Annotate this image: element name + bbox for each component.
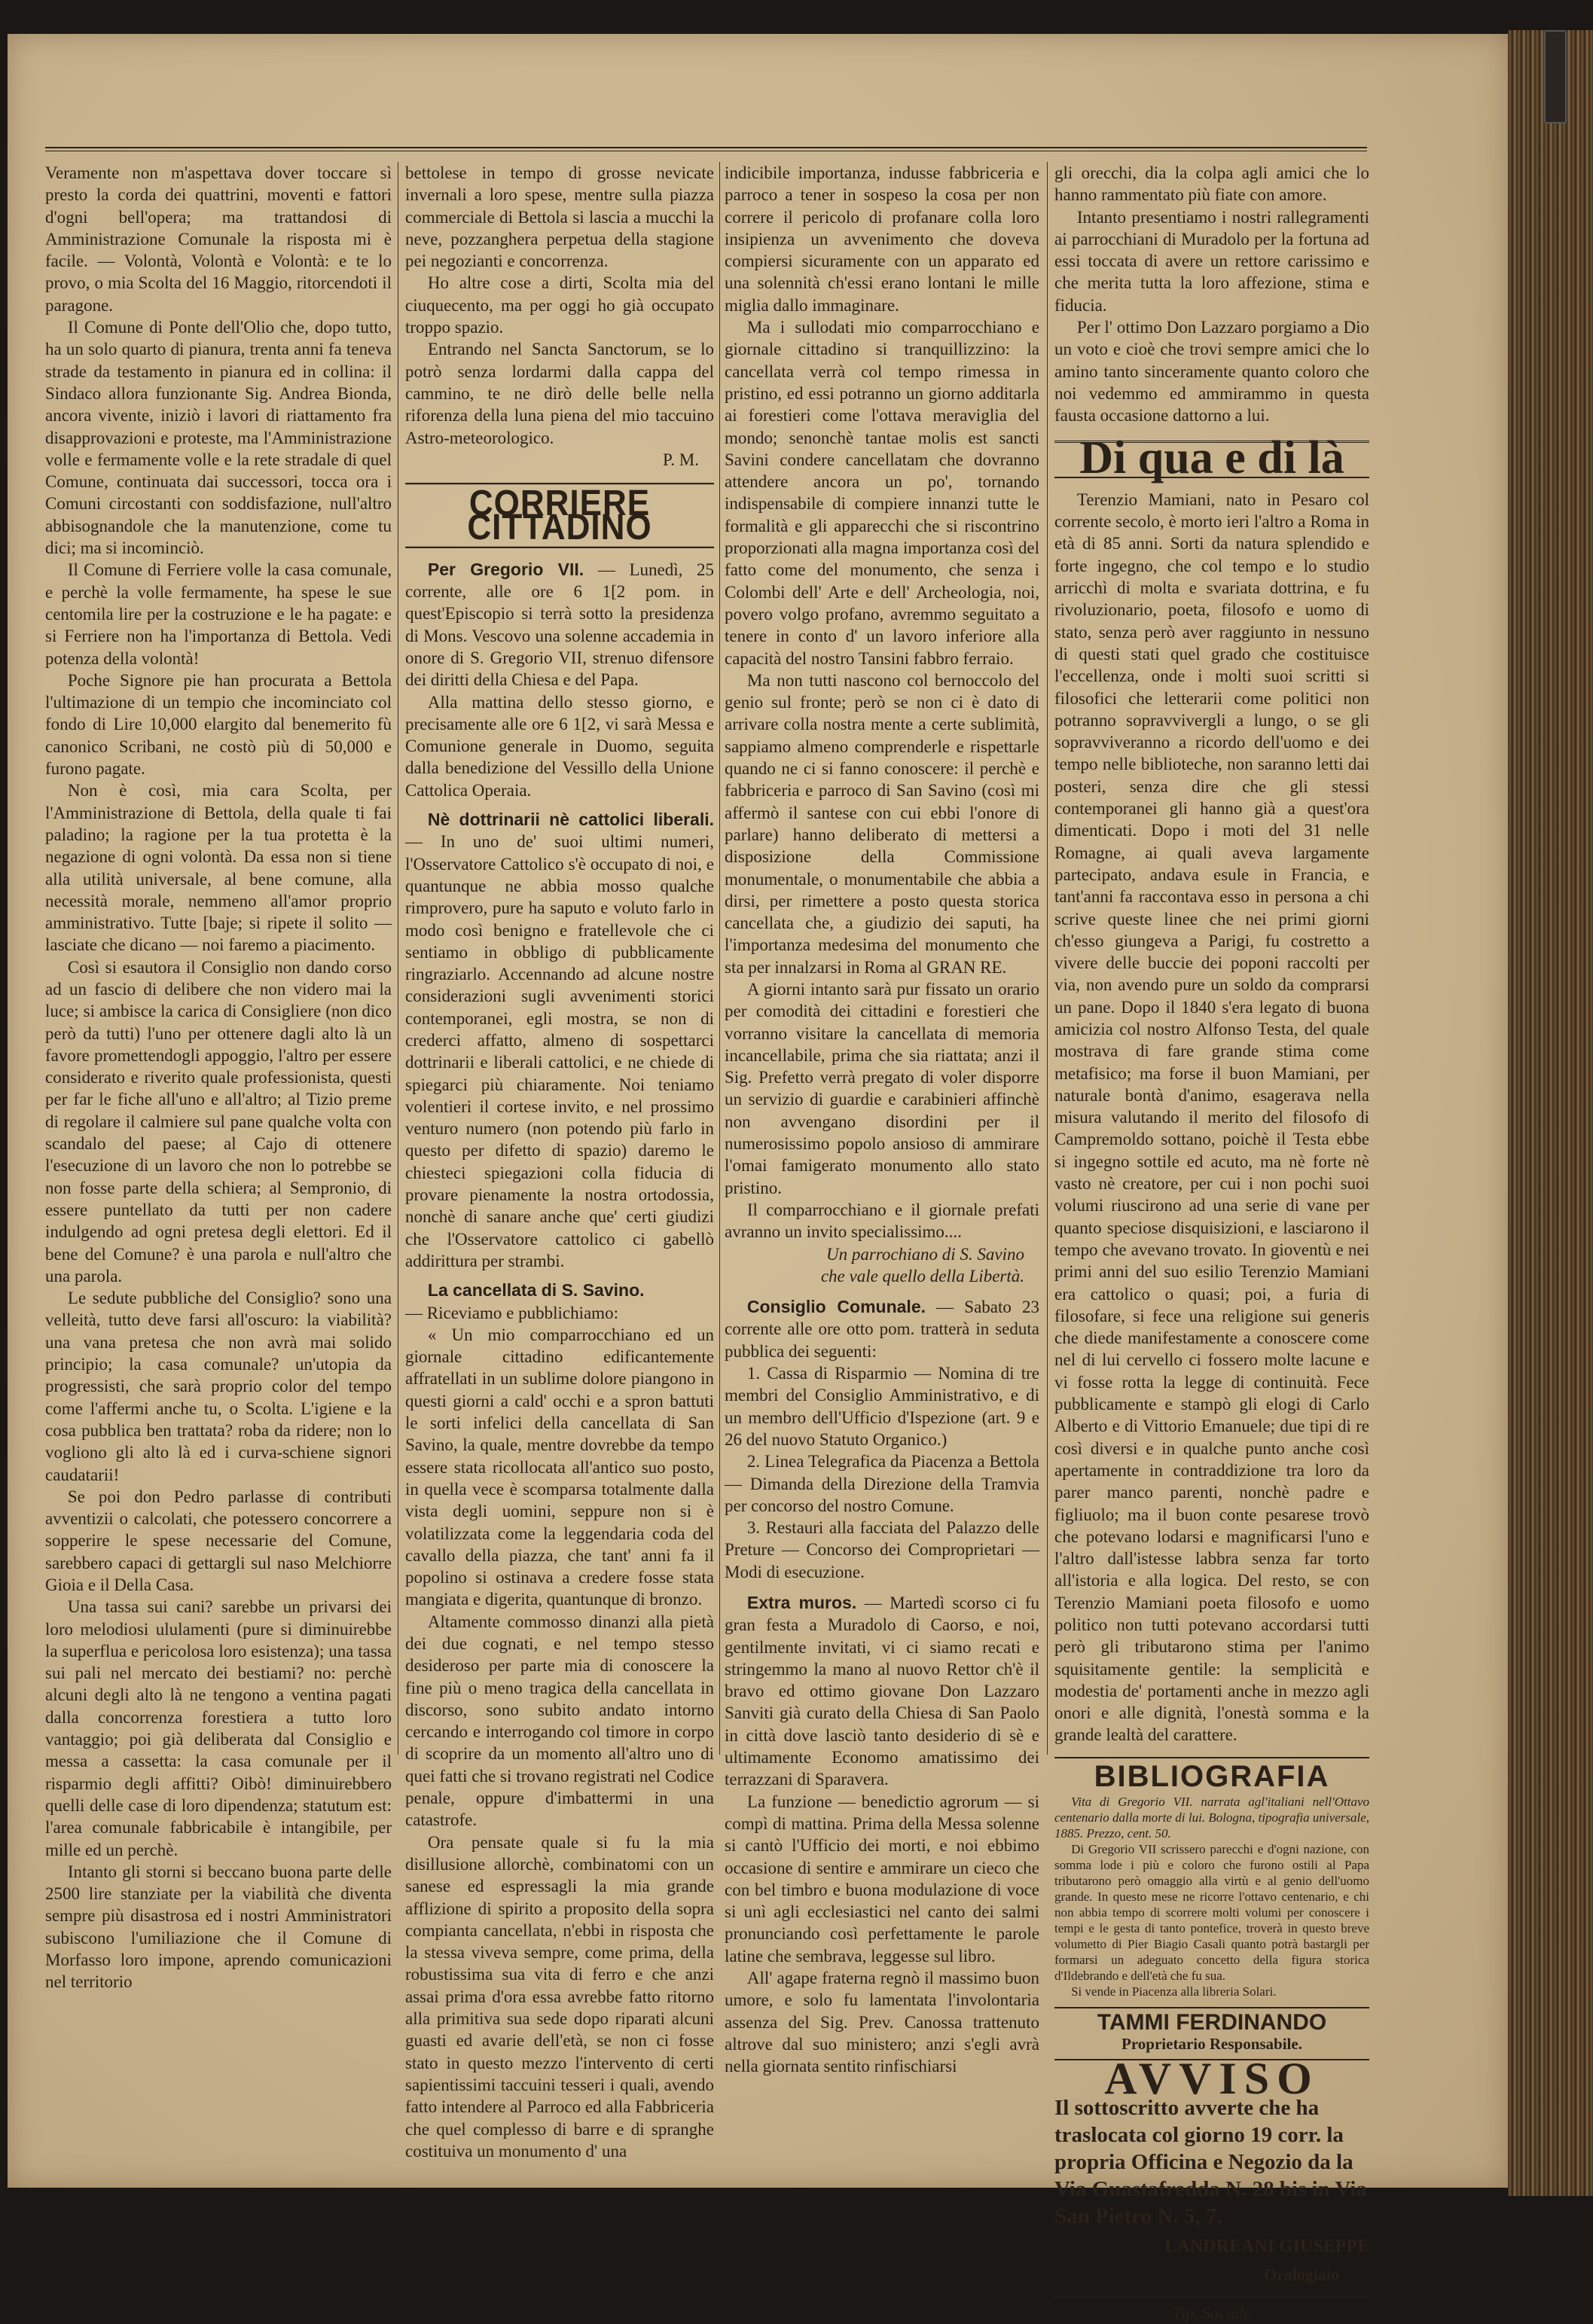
- signature: P. M.: [663, 450, 699, 469]
- column-1: [45, 162, 392, 1992]
- article-text: — Martedì scorso ci fu gran festa a Muradolo di Caorso, e noi, gentilmente invitati, vi ci siamo recati e stringemmo la mano al nuovo Rettor ch'è il bravo ed ottimo giovane Don Lazzaro Sanviti già curato della Chiesa di San Paolo in città dove lasciò tanto desiderio di sè e ultimamente Economo amatissimo dei terrazzani di Sparavera.: [725, 1594, 1039, 1789]
- book-sale-note: Si vende in Piacenza alla libreria Solari.: [1071, 1984, 1277, 1999]
- proprietor-role: Proprietario Responsabile.: [1122, 2035, 1302, 2054]
- paragraph: Per l' ottimo Don Lazzaro porgiamo a Dio un voto e cioè che trovi sempre amici che lo amino tanto sinceramente quanto coloro che noi vedemmo ed ammirammo in questa fausta occasione dattorno a lui.: [1054, 318, 1369, 425]
- paragraph: Alla mattina dello stesso giorno, e precisamente alle ore 6 1[2, vi sarà Messa e Comunione generale in Duomo, seguita dalla benedizione del Vessillo della Unione Cattolica Operaia.: [405, 692, 714, 800]
- paragraph: indicibile importanza, indusse fabbriceria e parroco a tener in sospeso la cosa per non correre il pericolo di profanare colla loro insipienza un avvenimento che doveva compiersi sicuramente con un apparato ed una solennità ch'essi erano lontani le mille miglia dallo immaginare.: [725, 163, 1039, 315]
- paragraph: All' agape fraterna regnò il massimo buon umore, e solo fu lamentata l'involontaria assenza del Sig. Prev. Canossa trattenuto altrove dal suo ministero; anzi s'egli avrà nella giornata sentito rinfischiarsi: [725, 1969, 1039, 2076]
- paragraph: Intanto presentiamo i nostri rallegramenti ai parrocchiani di Muradolo per la fortuna ad essi toccata di avere un rettore carissimo e che merita tutta la loro affezione, stima e fiducia.: [1054, 207, 1369, 315]
- column-divider: [719, 162, 720, 1755]
- section-title-corriere: CORRIERE CITTADINO: [405, 483, 714, 547]
- paragraph: « Un mio comparrocchiano ed un giornale cittadino edificantemente affratellati in un sublime dolore piangono in questi giorni a cald' occhi e a spron battuti le sorti infelici della cancellata di San Savino, la quale, mentre dovrebbe da tempo essere stata ricollocata all'antico suo posto, in quella vece è scomparsa totalmente dalla vista degli uomini, seppure non si è volatilizzata come la leggendaria coda del cavallo della piazza, che tant' anni fa il popolino si ostinava a credere fosse stata mangiata e digerita, quantunque di bronzo.: [405, 1325, 714, 1609]
- paragraph: Il comparrocchiano e il giornale prefati avranno un invito specialissimo....: [725, 1200, 1039, 1242]
- column-4: [1054, 162, 1369, 2322]
- article-heading: Per Gregorio VII.: [427, 559, 584, 579]
- paragraph: Entrando nel Sancta Sanctorum, se lo potrò senza lordarmi dalla cappa del cammino, te ne dirò delle belle nella riforenza della luna piena del mio taccuino Astro-meteorologico.: [405, 340, 714, 447]
- paragraph: Poche Signore pie han procurata a Bettola l'ultimazione di un tempio che incominciato col fondo di Lire 10,000 elargito dal benemerito fù canonico Scribani, ne costò più di 50,000 e furono pagate.: [45, 670, 392, 779]
- paragraph: gli orecchi, dia la colpa agli amici che lo hanno rammentato più fiate con amore.: [1054, 163, 1369, 205]
- paragraph: Veramente non m'aspettava dover toccare sì presto la corda dei quattrini, moventi e fattori d'ogni bell'opera; ma trattandosi di Amministrazione Comunale la risposta mi è facile. — Volontà, Volontà e Volontà: e te lo provo, o mia Scolta del 16 Maggio, ritorcendoti il paragone.: [45, 163, 392, 315]
- paragraph: Se poi don Pedro parlasse di contributi avventizii o calcolati, che potessero concorrere a sopperire le spese necessarie del Comune, sarebbero capaci di gettargli sul naso Melchiorre Gioia e il Della Casa.: [45, 1487, 392, 1594]
- printer-credit: Tip. Sociale: [1054, 2297, 1369, 2324]
- paragraph: Le sedute pubbliche del Consiglio? sono una velleità, tutto deve farsi all'oscuro: la viabilità? una vana pretesa che non avrà mai solido principio; la casa comunale? un'utopia da progressisti, che sarà proprio color del tempo come l'affermi anche tu, o Scolta. L'igiene e la cosa pubblica ben trattata? roba da ridere; non lo vogliono gli alto là ed i curva-schiene signori caudatarii!: [45, 1289, 392, 1484]
- article-heading: La cancellata di S. Savino.: [427, 1280, 645, 1301]
- proprietor-box: [1054, 2007, 1369, 2060]
- paragraph: Il Comune di Ponte dell'Olio che, dopo tutto, ha un solo quarto di pianura, trenta anni fa teneva strade da testamento in pianura ed in collina: il Sindaco allora funzionante Sig. Andrea Bionda, ancora vivente, iniziò i lavori di riattamento fra disapprovazioni e proteste, ma l'Amministrazione volle e fermamente volle e la rete stradale di quel Comune, continuata dai successori, tocca ora i Comuni circostanti con soddisfazione, null'altro abbisognandole che la manutenzione, come tu dici; ma si incominciò.: [45, 318, 392, 558]
- top-rule: [45, 147, 1367, 151]
- paragraph: Così si esautora il Consiglio non dando corso ad un fascio di delibere che non videro mai la luce; si ambisce la carica di Consigliere (non dico però da tutti) l'uno per ottenere dagli alto là un favore promettendogli appoggio, l'altro per essere considerato e riverito quale professionista, questi per far le fiche all'uno e all'altro; al Tizio preme di regolare il calmiere sul pane qualche volta con scandalo del paese; al Cajo di ottenere l'esecuzione di un lavoro che non lo potrebbe se non fosse parte della schiera; al Sempronio, di essere puntellato da tutti per non cadere indulgendo ad ogni pretesa degli elettori. Ed il bene del Comune? è una parola e null'altro che una parola.: [45, 957, 392, 1286]
- notice-signature: LANDREANI GIUSEPPE: [1164, 2236, 1369, 2256]
- column-3: [725, 162, 1040, 2076]
- paragraph: — Riceviamo e pubblichiamo:: [405, 1303, 618, 1322]
- section-title-bibliografia: BIBLIOGRAFIA: [1054, 1757, 1369, 1788]
- paragraph: Ma i sullodati mio comparrocchiano e giornale cittadino si tranquillizzino: la cancellata verrà col tempo rimessa in pristino, ed essi potranno un giorno additarla ai forestieri come l'ottava meraviglia del mondo; senonchè tantae molis est sancti Savini condere cancellatam che dovranno attendere ancora un po', tornando indispensabile di compiere innanzi tutte le formalità e gli apparecchi che si riscontrino proporzionati alla magna importanza così del fatto come del monumento, che senza i Colombi dell' Arte e dell' Archeologia, noi, povero volgo profano, avremmo seguitato a tenere in conto d' un lavoro inferiore alla capacità del nostro Tansini fabbro ferraio.: [725, 318, 1039, 668]
- agenda-item: 3. Restauri alla facciata del Palazzo delle Preture — Concorso dei Comproprietari — Modi di esecuzione.: [725, 1518, 1039, 1581]
- column-2: [405, 162, 714, 2161]
- binder-clip: [1544, 30, 1567, 124]
- signature: che vale quello della Libertà.: [820, 1266, 1024, 1286]
- paragraph: Ora pensate quale si fu la mia disillusione allorchè, combinatomi con un sanese ed espressagli la mia grande afflizione di spirito a proposito della sopra compianta cancellata, n'ebbi in risposta che la stessa viveva sempre, come prima, della robustissima sua vita di ferro e che anzi assai prima d'ora essa avrebbe fatto ritorno alla primitiva sua sede dopo riparati alcuni guasti ed avarie dell'età, se non ci fosse stato in questo mezzo l'intervento di certi sapientissimi taccuini tesseri i quali, avendo fatto intendere al Parroco ed alla Fabbriceria che quel complesso di barre e di spranghe costituiva un monumento d' una: [405, 1832, 714, 2161]
- paragraph: Intanto gli storni si beccano buona parte delle 2500 lire stanziate per la viabilità che diventa sempre più disastrosa ed i nostri Amministratori subiscono l'umiliazione che il Comune di Morfasso loro impone, aprendo comunicazioni nel territorio: [45, 1862, 392, 1992]
- book-reference: Vita di Gregorio VII. narrata agl'italiani nell'Ottavo centenario dalla morte di lui. Bologna, tipografia universale, 1885. Prezzo, cent. 50.: [1054, 1795, 1369, 1841]
- column-divider: [1047, 162, 1048, 1755]
- agenda-item: 1. Cassa di Risparmio — Nomina di tre membri del Consiglio Amministrativo, e di un membro dell'Ufficio d'Ispezione (art. 9 e 26 del nuovo Statuto Organico.): [725, 1364, 1039, 1449]
- signature: Un parrochiano di S. Savino: [826, 1244, 1024, 1264]
- paragraph: Altamente commosso dinanzi alla pietà dei due cognati, e nel tempo stesso desideroso per parte mia di conoscere la fine più o meno tragica della cancellata in discorso, sono subito andato intorno cercando e interrogando col timore in corpo di scoprire da un momento all'altro uno di quei fatti che si trovano registrati nel Codice penale, oppure d'imbattermi in una catastrofe.: [405, 1612, 714, 1830]
- paragraph: Ho altre cose a dirti, Scolta mia del ciuquecento, ma per oggi ho già occupato troppo spazio.: [405, 273, 714, 337]
- agenda-item: 2. Linea Telegrafica da Piacenza a Bettola — Dimanda della Direzione della Tramvia per concorso del nostro Comune.: [725, 1452, 1039, 1515]
- notice-text: Il sottoscritto avverte che ha traslocata col giorno 19 corr. la propria Officina e Negozio da la Via Guastafredda N. 28 bis in Via San Pietro N. 5, 7.: [1054, 2095, 1367, 2228]
- article-heading: Nè dottrinarii nè cattolici liberali.: [427, 810, 714, 830]
- section-title-di-qua: Di qua e di là: [1054, 441, 1369, 478]
- paragraph: Non è così, mia cara Scolta, per l'Amministrazione di Bettola, della quale ti fai paladino; la ragione per la tua protetta è la negazione di ogni volontà. Da essa non si tiene alla utilità universale, al bene comune, alla necessità morale, nemmeno all'amor proprio amministrativo. Tutte [baje; si ripete il solito — lasciate che dicano — noi faremo a piacimento.: [45, 781, 392, 955]
- article-heading: Extra muros.: [746, 1593, 857, 1612]
- paragraph: Una tassa sui cani? sarebbe un privarsi dei loro melodiosi ululamenti (pure si diminuirebbe la superflua e pericolosa loro esistenza); una tassa sui pali nel mercato dei bestiami? no: perchè alcuni degli alto là ne tengono a ventina pagati dalla concorrenza forestiera a tutto loro vantaggio; poi già deliberata dal Consiglio e messa a cassetta: la casa comunale per il risparmio degli affitti? Oibò! diminuirebbero quelli delle case di loro dipendenza; statutum est: l'area comunale fabbricabile è intangibile, per mille ed un perchè.: [45, 1597, 392, 1859]
- book-spine: [1508, 30, 1593, 2196]
- proprietor-name: TAMMI FERDINANDO: [1097, 2010, 1327, 2036]
- paragraph: bettolese in tempo di grosse nevicate invernali a loro spese, mentre sulla piazza commerciale di Bettola si lascia a mucchi la neve, pozzanghera perpetua della stagione pei negozianti e concorrenza.: [405, 163, 714, 271]
- article-text: — In uno de' suoi ultimi numeri, l'Osservatore Cattolico s'è occupato di noi, e quantunque ne abbia mosso qualche rimprovero, pure ha saputo e voluto farlo in modo così benigno e fratellevole che ci sentiamo in obbligo di pubblicamente ringraziarlo. Accennando ad alcune nostre considerazioni sugli avvenimenti storici contemporanei, egli mostra, se non di crederci affatto, almeno di sospettarci dottrinarii e liberali cattolici, e ne chiede di spiegarci più chiaramente. Noi teniamo volentieri il cortese invito, e nel prossimo venturo numero (non potendo più farlo in questo per difetto di spazio) daremo le chiesteci spiegazioni colla fiducia di provare pienamente la nostra ortodossia, nonchè di sanare anche que' certi giudizi che l'Osservatore cattolico ci gabellò addirittura per strambi.: [405, 832, 714, 1270]
- paragraph: Ma non tutti nascono col bernoccolo del genio sul fronte; però se non ci è dato di arrivare colla nostra mente a certe sublimità, sappiamo almeno comprenderle e rispettarle quando ne ci si fanno conoscere: il perchè e fabbriceria e parroco di San Savino (così mi affermò il santese con cui ebbi l'onore di parlare) hanno deliberato di mettersi a disposizione della Commissione monumentale, o monumentabile che abbia a dirsi, per rimettere a posto questa storica cancellata che, a giudizio dei saputi, ha l'importanza medesima del monumento che sta per innalzarsi in Roma al GRAN RE.: [725, 670, 1039, 977]
- article-text: — Sabato 23 corrente alle ore otto pom. tratterà in seduta pubblica dei seguenti:: [725, 1298, 1040, 1361]
- article-heading: Consiglio Comunale.: [746, 1297, 926, 1317]
- paragraph: Il Comune di Ferriere volle la casa comunale, e perchè la volle fermamente, ha spese le sue centomila lire per la costruzione e le ha pagate: e si Ferriere non ha l'importanza di Bettola. Vedi potenza della volontà!: [45, 560, 392, 668]
- paragraph: La funzione — benedictio agrorum — si compì di mattina. Prima della Messa solenne si cantò l'Ufficio dei morti, e noi ebbimo occasione di sentire e ammirare un cieco che con bel timbro e buona modulazione di voce si unì agli ecclesiastici nel canto dei salmi pronunciando così perfettamente le parole latine che sembrava, leggesse sul libro.: [725, 1792, 1039, 1966]
- book-review: Di Gregorio VII scrissero parecchi e d'ogni nazione, con somma lode i più e coloro che furono ostili al Papa tributarono però omaggio alla virtù e al genio dell'uomo grande. In questo mese ne ricorre l'ottavo centenario, e chi non abbia tempo di scorrere molti volumi per conoscere i tempi e le gesta di tanto pontefice, troverà in questo breve volumetto di Pier Biagio Casali quanto potrà bastargli per formarsi un adeguato concetto della figura storica d'Ildebrando e dell'età che fu sua.: [1054, 1842, 1369, 1984]
- article-text: — Lunedì, 25 corrente, alle ore 6 1[2 pom. in quest'Episcopio si terrà sotto la presidenza di Mons. Vescovo una solenne accademia in onore di S. Gregorio VII, strenuo difensore dei diritti della Chiesa e del Papa.: [405, 560, 714, 690]
- paragraph: A giorni intanto sarà pur fissato un orario per comodità dei cittadini e forestieri che vorranno visitare la cancellata di memoria incancellabile, prima che sia riattata; anzi il Sig. Prefetto verrà pregato di voler disporre un servizio di guardie e carabinieri affinchè non avvengano disordini per il numerosissimo popolo ansioso di ammirare l'omai famigerato monumento allo stato pristino.: [725, 979, 1039, 1197]
- paragraph: Terenzio Mamiani, nato in Pesaro col corrente secolo, è morto ieri l'altro a Roma in età di 85 anni. Sorti da natura splendido e forte ingegno, che col tempo e lo studio arricchì di molta e svariata dottrina, e fu rivoluzionario, poeta, filosofo e uomo di stato, senza però aver raggiunto in nessuno di questi stati quel grado che costituisce l'eccellenza, onde i molti suoi scritti si filosofici che letterarii come politici non potranno sopravvivergli a lungo, o se gli sopravviveranno a ricordo dell'uomo e dei tempo nelle biblioteche, non saranno letti dai posteri, senza dire che gli stessi contemporanei gli hanno già a quest'ora dimenticati. Dopo i moti del 31 nelle Romagne, ai quali aveva largamente partecipato, andava esule in Francia, e tant'anni fa raccontava esso in persona a chi scrive queste linee che nei primi giorni ch'esso giungeva a Parigi, fu costretto a vivere delle buccie dei poponi raccolti per via, non avendo pure un soldo da comprarsi un pane. Dopo il 1840 s'era legato di buona amicizia col nostro Alfonso Testa, del quale mostrava di fare grande stima come metafisico; ma forse il buon Mamiani, per naturale bontà d'animo, esagerava nella misura valutando il merito del filosofo di Campremoldo sottano, poichè il Testa ebbe si ingegno sottile ed acuto, ma nè forte nè vasto nè creatore, per cui i non pochi suoi volumi riuscirono ad una serie di vane per quanto speciose disquisizioni, e lasciarono il tempo che avevano trovato. In gioventù e nei primi anni del suo esilio Terenzio Mamiani era cattolico o quasi; poi, a furia di filosofare, si fece una religione sui generis che diede manifestamente a conoscere come nel di lui cervello ci fossero molte lacune e vi fosse rotta la legge di continuità. Fece pubblicamente e stampò gli elogi di Carlo Alberto e di Vittorio Emanuele; due tipi di re così diversi e in qualche punto anche così apertamente in contraddizione tra loro da parer manco parenti, nonchè padre e figliuolo; ma il buon conte pesarese trovò che potevano lodarsi e magnificarsi l'uno e l'altro dall'istesse labbra senza far torto all'istoria e alla logica. Del resto, se con Terenzio Mamiani poeta filosofo e uomo politico non tutti potevano accordarsi tutti però gli tributarono stima per l'animo squisitamente gentile: la semplicità e modestia de' portamenti anche in mezzo agli onori e alle dignità, l'onestà somma e la grande lealtà del carattere.: [1054, 490, 1369, 1745]
- notice-title: AVVISO: [1104, 2053, 1320, 2103]
- notice-role: Orologiaio: [1264, 2265, 1339, 2285]
